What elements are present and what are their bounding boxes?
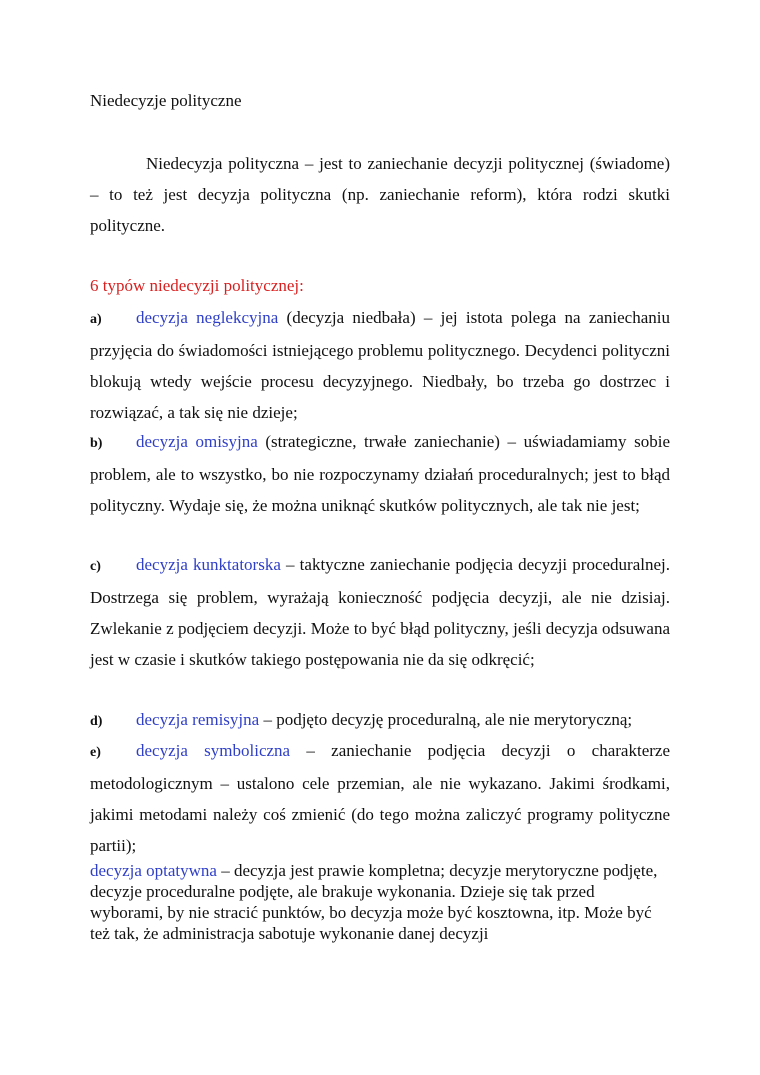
item-term: decyzja omisyjna: [136, 432, 258, 451]
types-heading: 6 typów niedecyzji politycznej:: [90, 276, 304, 295]
item-text: – zaniechanie podjęcia decyzji o charakterze metodologicznym – ustalono cele przemian, ale nie wykazano. Jakimi środkami, jakimi metodami należy coś zmienić (do tego można zaliczyć programy polityczne partii);: [90, 741, 670, 855]
item-text: – taktyczne zaniechanie podjęcia decyzji proceduralnej. Dostrzega się problem, wyrażają konieczność podjęcia decyzji, ale nie dzisiaj. Zwlekanie z podjęciem decyzji. Może to być błąd polityczny, jeśli decyzja odsuwana jest w czasie i skutków takiego postępowania nie da się odkręcić;: [90, 555, 670, 669]
list-item-c: [90, 549, 670, 675]
item-label: b): [90, 436, 103, 451]
intro-paragraph: Niedecyzja polityczna – jest to zaniechanie decyzji politycznej (świadome) – to też jest decyzja polityczna (np. zaniechanie reform), która rodzi skutki polityczne.: [90, 154, 670, 235]
item-term: decyzja optatywna: [90, 861, 217, 880]
item-label: d): [90, 714, 103, 729]
item-term: decyzja symboliczna: [136, 741, 291, 760]
item-text: – decyzja jest prawie kompletna; decyzje merytoryczne podjęte, decyzje proceduralne podjęte, ale brakuje wykonania. Dzieje się tak przed wyborami, by nie stracić punktów, bo decyzja może być kosztowna, itp. Może być też tak, że administracja sabotuje wykonanie danej decyzji: [90, 861, 658, 943]
list-item-b: [90, 426, 670, 521]
list-item-e: [90, 735, 670, 861]
item-label: a): [90, 312, 102, 327]
final-paragraph: [90, 860, 670, 944]
item-term: decyzja remisyjna: [136, 710, 260, 729]
item-text: (strategiczne, trwałe zaniechanie) – uświadamiamy sobie problem, ale to wszystko, bo nie rozpoczynamy działań proceduralnych; jest to błąd polityczny. Wydaje się, że można uniknąć skutków politycznych, ale tak nie jest;: [90, 432, 670, 515]
item-label: e): [90, 745, 101, 760]
list-item-a: [90, 302, 670, 428]
list-item-d: [90, 704, 670, 737]
item-term: decyzja neglekcyjna: [136, 308, 279, 327]
item-label: c): [90, 559, 101, 574]
item-text: – podjęto decyzję proceduralną, ale nie merytoryczną;: [259, 710, 633, 729]
item-term: decyzja kunktatorska: [136, 555, 281, 574]
document-title: Niedecyzje polityczne: [90, 91, 242, 110]
item-text: (decyzja niedbała) – jej istota polega na zaniechaniu przyjęcia do świadomości istniejącego problemu politycznego. Decydenci polityczni blokują wtedy wejście procesu decyzyjnego. Niedbały, bo trzeba go dostrzec i rozwiązać, a tak się nie dzieje;: [90, 308, 670, 422]
